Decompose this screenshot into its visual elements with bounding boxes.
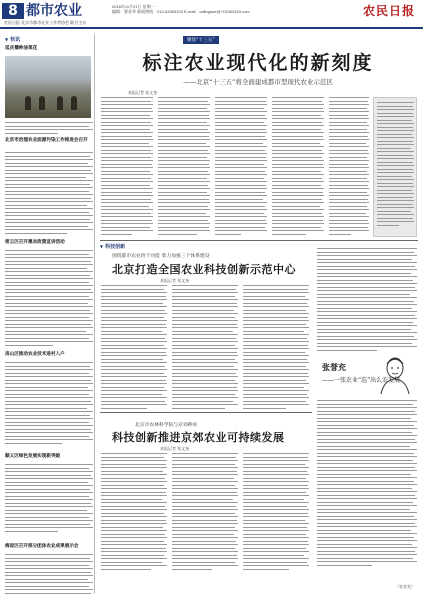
article2-body-column (172, 285, 238, 411)
section-divider (100, 412, 312, 413)
article1-section-tag: 聚焦“十三五” (183, 36, 219, 44)
left-news-column (3, 34, 95, 594)
article2-headline: 北京打造全国农业科技创新示范中心 (112, 263, 296, 276)
left-item-title: 顺义区绿色发展实现新突破 (5, 454, 61, 459)
left-item-title: 房山区推动农业技术进村入户 (5, 352, 65, 357)
article1-body-column (158, 97, 210, 237)
article3-byline: 本报记者 张文奎 (160, 446, 190, 451)
paper-logo: 农民日报 (362, 4, 415, 18)
left-item-body (5, 152, 93, 236)
person-figure (39, 96, 45, 110)
commentary-title: ——一张农业“巡”出么农发展 (322, 377, 401, 384)
masthead-date: 2016年11月21日 星期一 (112, 4, 155, 9)
article3-body-column (243, 453, 309, 572)
commentary-author: 张誉充 (322, 362, 346, 372)
article3-kicker: 北京市农林科学院与京郊种业 (135, 423, 198, 428)
article2-byline: 本报记者 张文奎 (160, 278, 190, 283)
article2-body-column (101, 285, 167, 411)
article3-headline: 科技创新推进京郊农业可持续发展 (112, 431, 285, 444)
article1-body-column (272, 97, 324, 237)
section-divider (100, 240, 418, 241)
portrait-sketch-icon (376, 354, 414, 394)
left-item-body (5, 362, 93, 446)
masthead-contact: 编辑：曹金华 新闻热线：010-84395100 E-mail：cailhgoue@?ODAN163.com (112, 9, 250, 14)
left-item-body (5, 554, 93, 596)
article2-kicker: 围绕都市农业四个功能 着力加强三个体系建设 (112, 254, 210, 259)
photo-caption-text (5, 122, 93, 136)
left-item-body (5, 250, 93, 348)
masthead-subline: 农民日报 北京市都市农业工作者协会 联合主办 (4, 20, 87, 25)
article3-body-column (172, 453, 238, 572)
left-item-body (5, 464, 93, 534)
news-photo (5, 56, 91, 118)
masthead-rule (0, 27, 423, 29)
person-figure (25, 96, 31, 110)
left-item-title: 北京市治理农业面源污染工作推进会召开 (5, 138, 88, 143)
left-section-tag: ▼ 快讯 (5, 36, 20, 43)
article1-subhead: ——北京“十三五”将全面建成都市型现代农业示范区 (183, 78, 333, 86)
commentary-end-mark: （张誉充） (395, 584, 415, 589)
article1-headline: 标注农业现代化的新刻度 (142, 52, 374, 74)
masthead (0, 0, 423, 30)
commentary-body (317, 400, 417, 568)
article1-sidebar-box (373, 97, 417, 237)
right-news-text (317, 248, 417, 353)
article1-body-column (329, 97, 369, 237)
sidebar-box-text (377, 102, 414, 228)
page-number: 8 (2, 3, 24, 19)
left-item-title: 密云区召开惠农政策宣讲活动 (5, 240, 65, 245)
person-figure (57, 96, 63, 110)
article2-section-tag: ▼ 科技创新 (100, 243, 125, 250)
left-item-title: 海淀区召开部分团体农业成果展示会 (5, 544, 79, 549)
article1-body-column (215, 97, 267, 237)
section-name: 都市农业 (26, 3, 82, 19)
masthead-meta (112, 4, 302, 14)
person-figure (71, 96, 77, 110)
article2-body-column (243, 285, 309, 411)
photo-caption-title: 延庆播种油菜花 (5, 46, 38, 51)
article1-byline: 本报记者 张文奎 (128, 90, 158, 95)
article1-body-column (101, 97, 153, 237)
article3-body-column (101, 453, 167, 572)
